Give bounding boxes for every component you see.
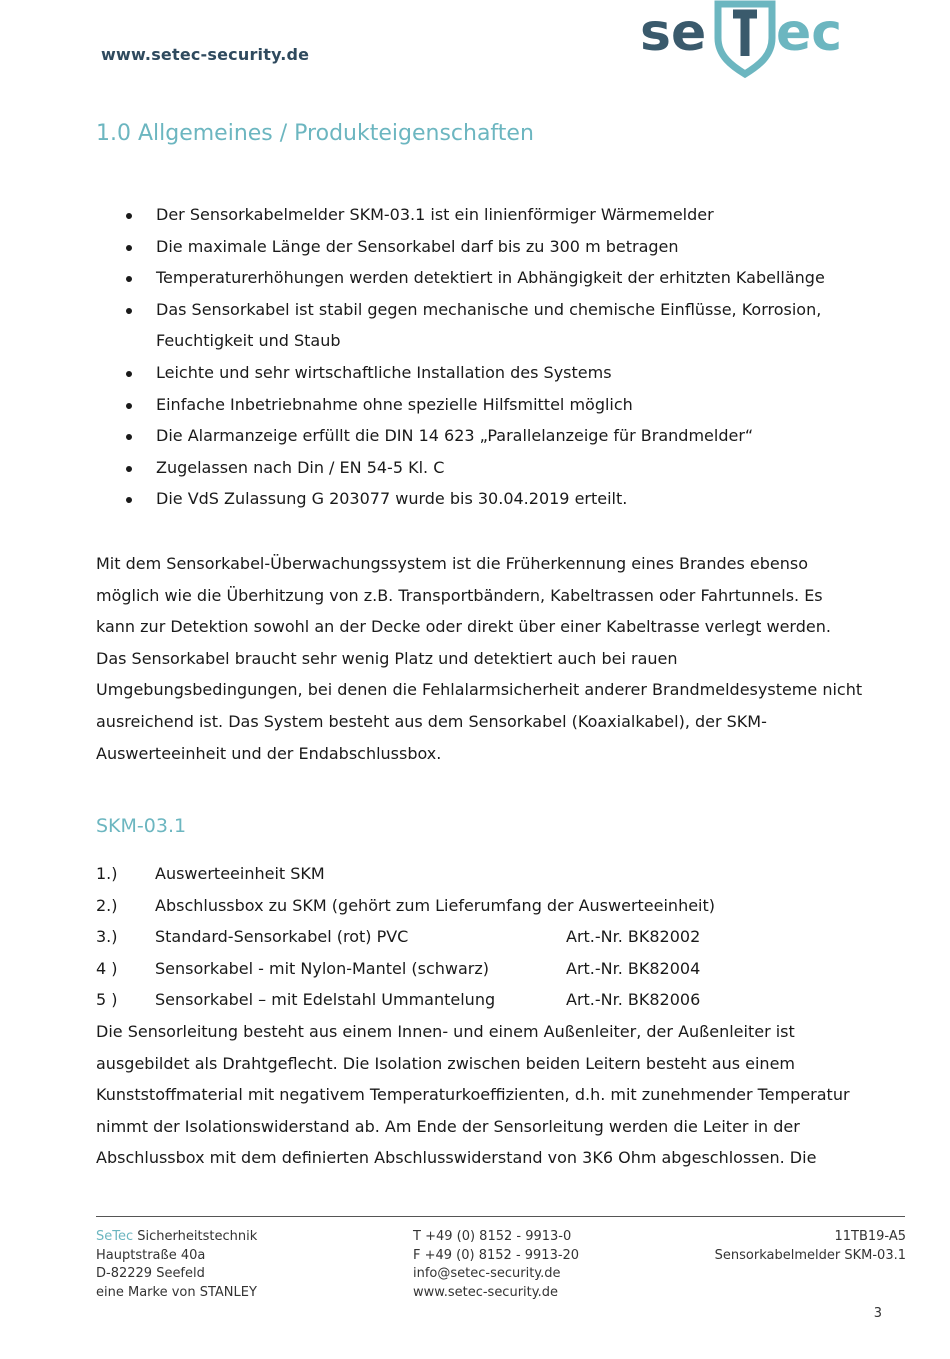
list-item: Zugelassen nach Din / EN 54-5 Kl. C	[96, 452, 876, 484]
list-item: Leichte und sehr wirtschaftliche Installation des Systems	[96, 357, 876, 389]
footer-company	[96, 1228, 257, 1302]
list-item: Das Sensorkabel ist stabil gegen mechanische und chemische Einflüsse, Korrosion, Feuchtigkeit und Staub	[96, 294, 876, 357]
item-number: 1.)	[96, 864, 118, 883]
list-item	[96, 921, 876, 953]
item-number: 4 )	[96, 958, 118, 978]
website-link[interactable]: www.setec-security.de	[413, 1284, 558, 1300]
bullet-icon	[126, 371, 132, 377]
bullet-icon	[126, 308, 132, 314]
fax-number: F +49 (0) 8152 - 9913-20	[413, 1247, 580, 1263]
svg-text:se: se	[640, 3, 707, 63]
footer-document	[640, 1228, 906, 1265]
doc-id: 11TB19-A5	[834, 1229, 906, 1244]
list-item: Die VdS Zulassung G 203077 wurde bis 30.04.2019 erteilt.	[96, 483, 876, 515]
setec-logo	[640, 0, 852, 80]
bullet-icon	[126, 466, 132, 472]
brand-note: eine Marke von STANLEY	[96, 1284, 257, 1300]
section-title: 1.0 Allgemeines / Produkteigenschaften	[96, 121, 534, 146]
intro-paragraph: Mit dem Sensorkabel-Überwachungssystem ist die Früherkennung eines Brandes ebenso möglich wie die Überhitzung von z.B. Transportbändern, Kabeltrassen oder Fahrtunnels. Es kann zur Detektion sowohl an der Decke oder direkt über einer Kabeltrasse verlegt werden. Das Sensorkabel braucht sehr wenig Platz und detektiert auch bei rauen Umgebungsbedingungen, bei denen die Fehlalarmsicherheit anderer Brandmeldesysteme nicht ausreichend ist. Das System besteht aus dem Sensorkabel (Koaxialkabel), der SKM- Auswerteeinheit und der Endabschlussbox.	[96, 554, 863, 763]
item-article: Art.-Nr. BK82004	[566, 958, 701, 978]
list-item: Die maximale Länge der Sensorkabel darf bis zu 300 m betragen	[96, 231, 876, 263]
item-text: Sensorkabel – mit Edelstahl Ummantelung	[155, 990, 496, 1010]
list-item	[96, 984, 876, 1016]
list-item: Der Sensorkabelmelder SKM-03.1 ist ein linienförmiger Wärmemelder	[96, 199, 876, 231]
description-paragraph: Die Sensorleitung besteht aus einem Innen- und einem Außenleiter, der Außenleiter ist ausgebildet als Drahtgeflecht. Die Isolation zwischen beiden Leitern besteht aus einem Kunststoffmaterial mit negativem Temperaturkoeffizienten, d.h. mit zunehmender Temperatur nimmt der Isolationswiderstand ab. Am Ende der Sensorleitung werden die Leiter in der Abschlussbox mit dem definierten Abschlusswiderstand von 3K6 Ohm abgeschlossen. Die	[96, 1022, 850, 1168]
item-text: Abschlussbox zu SKM (gehört zum Lieferumfang der Auswerteeinheit)	[155, 895, 716, 915]
bullet-icon	[126, 403, 132, 409]
item-text: Auswerteeinheit SKM	[155, 864, 325, 883]
item-article: Art.-Nr. BK82006	[566, 990, 701, 1010]
footer-contact	[413, 1228, 579, 1302]
item-number: 5 )	[96, 990, 118, 1010]
list-item: Temperaturerhöhungen werden detektiert in Abhängigkeit der erhitzten Kabellänge	[96, 262, 876, 294]
list-item: Die Alarmanzeige erfüllt die DIN 14 623 „Parallelanzeige für Brandmelder“	[96, 420, 876, 452]
header-website: www.setec-security.de	[101, 45, 310, 64]
doc-title: Sensorkabelmelder SKM-03.1	[714, 1247, 906, 1263]
list-item	[96, 953, 876, 985]
bullet-icon	[126, 497, 132, 503]
page-number: 3	[873, 1306, 882, 1321]
list-item	[96, 890, 876, 922]
bullet-icon	[126, 276, 132, 282]
item-text: Sensorkabel - mit Nylon-Mantel (schwarz)	[155, 958, 490, 978]
bullet-icon	[126, 434, 132, 440]
item-number: 3.)	[96, 927, 118, 947]
brand-name: SeTec	[96, 1229, 134, 1244]
footer-divider	[96, 1216, 905, 1217]
phone-number: T +49 (0) 8152 - 9913-0	[413, 1229, 572, 1244]
feature-list	[96, 199, 876, 515]
item-text: Standard-Sensorkabel (rot) PVC	[155, 927, 409, 947]
bullet-icon	[126, 213, 132, 219]
company-name: SeTec Sicherheitstechnik	[96, 1229, 258, 1244]
component-list	[96, 858, 876, 1016]
item-article: Art.-Nr. BK82002	[566, 927, 701, 947]
bullet-icon	[126, 245, 132, 251]
svg-text:ec: ec	[776, 3, 843, 63]
email-link[interactable]: info@setec-security.de	[413, 1266, 561, 1281]
company-city: D-82229 Seefeld	[96, 1266, 205, 1281]
subsection-title: SKM-03.1	[96, 815, 187, 837]
list-item: Einfache Inbetriebnahme ohne spezielle Hilfsmittel möglich	[96, 389, 876, 421]
item-number: 2.)	[96, 895, 118, 915]
company-street: Hauptstraße 40a	[96, 1247, 206, 1263]
list-item	[96, 858, 876, 890]
